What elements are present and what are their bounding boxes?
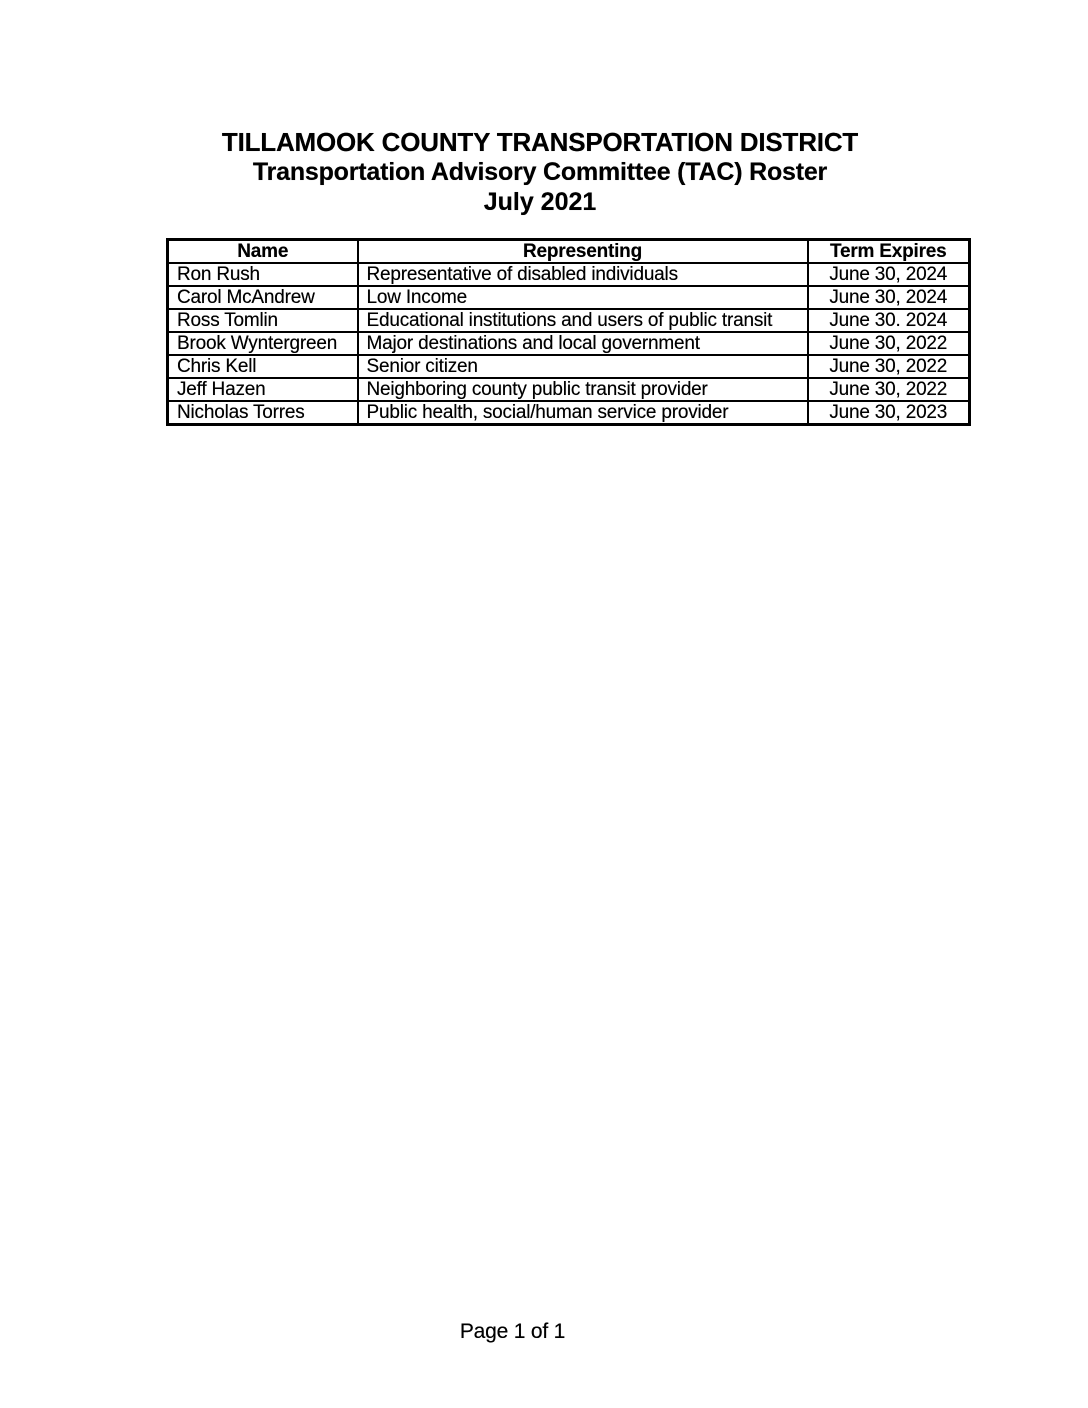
name-cell: Ron Rush xyxy=(168,263,358,286)
table-row xyxy=(168,401,970,425)
term-expires-cell: June 30, 2022 xyxy=(808,332,970,355)
term-expires-cell: June 30, 2023 xyxy=(808,401,970,425)
representing-cell: Public health, social/human service provider xyxy=(358,401,808,425)
term-expires-cell: June 30, 2024 xyxy=(808,286,970,309)
title-district: TILLAMOOK COUNTY TRANSPORTATION DISTRICT xyxy=(221,127,859,157)
term-expires-cell: June 30, 2024 xyxy=(808,263,970,286)
column-header-name: Name xyxy=(168,240,358,264)
title-committee-roster: Transportation Advisory Committee (TAC) Roster xyxy=(252,158,828,186)
roster-table xyxy=(166,238,971,426)
representing-cell: Major destinations and local government xyxy=(358,332,808,355)
name-cell: Chris Kell xyxy=(168,355,358,378)
representing-cell: Representative of disabled individuals xyxy=(358,263,808,286)
page-footer xyxy=(0,1320,1025,1344)
table-row xyxy=(168,286,970,309)
table-row xyxy=(168,263,970,286)
table-row xyxy=(168,378,970,401)
column-header-term-expires: Term Expires xyxy=(808,240,970,264)
name-cell: Nicholas Torres xyxy=(168,401,358,425)
title-date: July 2021 xyxy=(483,188,597,216)
name-cell: Jeff Hazen xyxy=(168,378,358,401)
page-number-label: Page 1 of 1 xyxy=(459,1320,566,1343)
term-expires-cell: June 30. 2024 xyxy=(808,309,970,332)
roster-table-body xyxy=(168,263,970,425)
term-expires-cell: June 30, 2022 xyxy=(808,378,970,401)
column-header-representing: Representing xyxy=(358,240,808,264)
table-row xyxy=(168,309,970,332)
term-expires-cell: June 30, 2022 xyxy=(808,355,970,378)
table-header-row xyxy=(168,240,970,264)
representing-cell: Senior citizen xyxy=(358,355,808,378)
name-cell: Carol McAndrew xyxy=(168,286,358,309)
representing-cell: Educational institutions and users of public transit xyxy=(358,309,808,332)
table-row xyxy=(168,332,970,355)
representing-cell: Low Income xyxy=(358,286,808,309)
representing-cell: Neighboring county public transit provider xyxy=(358,378,808,401)
document-title xyxy=(0,127,1080,217)
name-cell: Ross Tomlin xyxy=(168,309,358,332)
table-row xyxy=(168,355,970,378)
name-cell: Brook Wyntergreen xyxy=(168,332,358,355)
